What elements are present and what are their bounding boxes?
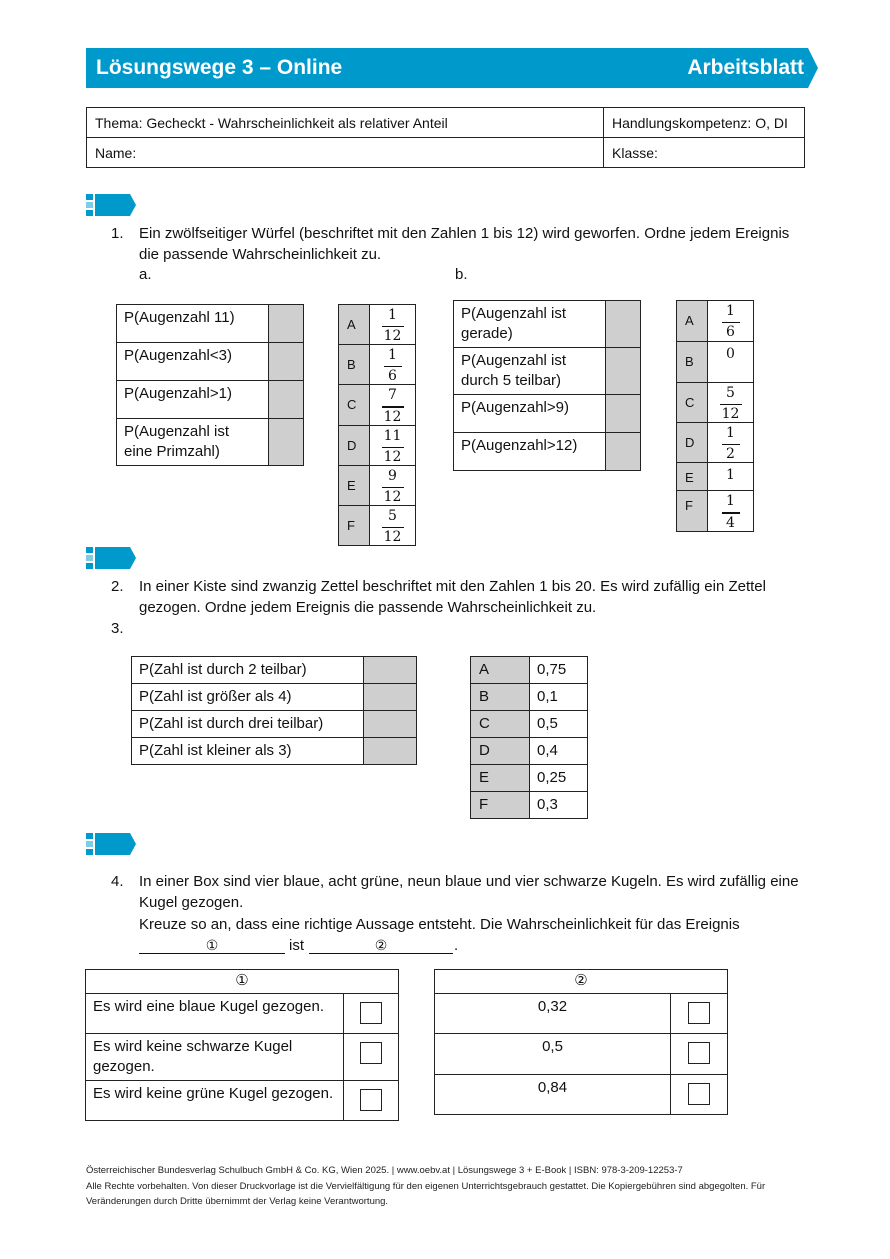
task1a-options-table [338,304,416,546]
task1-line1: Ein zwölfseitiger Würfel (beschriftet mit den Zahlen 1 bis 12) wird geworfen. Ordne jedem Ereignis [139,225,790,242]
answer-box[interactable] [269,305,304,343]
answer-box[interactable] [606,395,641,433]
event-cell: P(Augenzahl ist eine Primzahl) [117,419,269,466]
denominator: 12 [383,328,402,345]
gap2-checkbox-cell [671,1034,728,1075]
worksheet-title: Lösungswege 3 – Online [96,56,343,79]
numerator: 1 [726,303,735,319]
option-letter: D [471,738,530,765]
event-cell: P(Zahl ist durch 2 teilbar) [132,657,364,684]
event-cell: P(Augenzahl ist gerade) [454,301,606,348]
option-letter: C [677,383,708,423]
numerator: 5 [726,385,735,401]
option-value: 0,1 [530,684,588,711]
option-value [370,385,416,425]
fraction [722,494,740,530]
event-cell: P(Augenzahl>9) [454,395,606,433]
numerator: 7 [388,387,397,404]
task1-label-a: a. [139,266,152,283]
event-cell: P(Zahl ist größer als 4) [132,684,364,711]
event-cell: P(Augenzahl>12) [454,433,606,471]
option-letter: A [471,657,530,684]
section-marker-icon [86,194,136,216]
fraction [722,304,740,340]
task2-events-table [131,656,417,765]
gap2-option-text: 0,5 [435,1034,671,1075]
option-letter: F [339,505,370,545]
gap2-option-text: 0,84 [435,1075,671,1115]
task4-gap2-table [434,969,728,1115]
gap1-option-text: Es wird keine schwarze Kugel gezogen. [86,1034,344,1081]
task4-text [111,871,811,957]
option-value: 0,4 [530,738,588,765]
option-letter: F [677,491,708,531]
answer-box[interactable] [606,433,641,471]
option-value: 1 [708,463,754,491]
option-value [370,465,416,505]
thema-cell: Thema: Gecheckt - Wahrscheinlichkeit als relativer Anteil [87,108,604,138]
task4-line2: Kugel gezogen. [139,894,244,911]
denominator: 6 [388,368,397,385]
answer-box[interactable] [364,657,417,684]
option-value: 0 [708,342,754,383]
option-letter: E [339,465,370,505]
task4-line1: In einer Box sind vier blaue, acht grüne, neun blaue und vier schwarze Kugeln. Es wird zufällig eine [139,873,799,890]
answer-box[interactable] [364,711,417,738]
gap2-header: ② [435,970,728,994]
checkbox[interactable] [360,1042,382,1064]
task1-text [111,223,811,287]
checkbox[interactable] [688,1002,710,1024]
option-value: 0,3 [530,792,588,819]
numerator: 1 [388,347,397,364]
gap2-checkbox-cell [671,1075,728,1115]
gap1-option-text: Es wird eine blaue Kugel gezogen. [86,994,344,1034]
gap-1-blank: ① [139,935,285,954]
answer-box[interactable] [269,381,304,419]
option-letter: E [471,765,530,792]
footer [86,1163,806,1210]
gap2-checkbox-cell [671,994,728,1034]
option-value [370,425,416,465]
denominator: 6 [726,324,735,341]
fraction [382,469,404,505]
gap1-option-text: Es wird keine grüne Kugel gezogen. [86,1081,344,1121]
fraction [382,388,404,424]
gap-connector: ist [289,937,304,954]
denominator: 12 [721,406,740,423]
option-letter: C [339,385,370,425]
option-letter: B [677,342,708,383]
kompetenz-cell: Handlungskompetenz: O, DI [604,108,805,138]
option-value [708,423,754,463]
klasse-field[interactable]: Klasse: [604,138,805,168]
denominator: 12 [383,488,402,505]
option-letter: B [339,345,370,385]
option-letter: C [471,711,530,738]
answer-box[interactable] [269,419,304,466]
option-value: 0,5 [530,711,588,738]
task2-text [111,576,811,640]
option-value [708,301,754,342]
option-letter: E [677,463,708,491]
task2-number: 2. [111,578,124,595]
task2-line2: gezogen. Ordne jedem Ereignis die passende Wahrscheinlichkeit zu. [139,599,597,616]
fraction [382,308,404,344]
fraction [382,429,404,465]
info-table [86,107,805,168]
footer-rights: Alle Rechte vorbehalten. Von dieser Druckvorlage ist die Vervielfältigung für den eigenen Unterrichtsgebrauch gestattet. Die Kopiergebühren sind abgegolten. Für [86,1180,766,1192]
gap2-option-text: 0,32 [435,994,671,1034]
event-cell: P(Zahl ist kleiner als 3) [132,738,364,765]
answer-box[interactable] [364,684,417,711]
event-cell: P(Augenzahl<3) [117,343,269,381]
answer-box[interactable] [606,348,641,395]
event-cell: P(Augenzahl ist durch 5 teilbar) [454,348,606,395]
event-cell: P(Zahl ist durch drei teilbar) [132,711,364,738]
numerator: 5 [388,507,397,524]
option-letter: D [339,425,370,465]
task1b-events-table [453,300,641,471]
denominator: 4 [726,514,735,531]
checkbox[interactable] [688,1083,710,1105]
event-cell: P(Augenzahl 11) [117,305,269,343]
gap1-checkbox-cell [344,1034,399,1081]
task1-number: 1. [111,225,124,242]
option-value [370,505,416,545]
task1b-options-table [676,300,754,532]
task3-number: 3. [111,620,124,637]
option-value [708,491,754,531]
denominator: 12 [383,448,402,465]
task4-line3: Kreuze so an, dass eine richtige Aussage entsteht. Die Wahrscheinlichkeit für das Ereignis [139,916,740,933]
header-banner [86,48,818,88]
denominator: 2 [726,446,735,463]
option-letter: A [339,305,370,345]
task4-gap1-table [85,969,399,1121]
checkbox[interactable] [360,1089,382,1111]
task1-line2: die passende Wahrscheinlichkeit zu. [139,246,382,263]
task1-label-b: b. [455,266,468,283]
task2-line1: In einer Kiste sind zwanzig Zettel beschriftet mit den Zahlen 1 bis 20. Es wird zufällig ein Zettel [139,578,766,595]
gap-end-dot: . [454,937,459,954]
option-value: 0,25 [530,765,588,792]
section-marker-icon [86,833,136,855]
numerator: 1 [726,425,735,442]
answer-box[interactable] [269,343,304,381]
denominator: 12 [383,408,402,425]
gap1-checkbox-cell [344,1081,399,1121]
fraction [720,386,742,422]
option-value [370,345,416,385]
numerator: 11 [383,427,402,444]
numerator: 9 [388,467,397,484]
gap1-header: ① [86,970,399,994]
checkbox[interactable] [360,1002,382,1024]
option-value [370,305,416,345]
gap1-checkbox-cell [344,994,399,1034]
fraction [384,348,402,384]
footer-publisher: Österreichischer Bundesverlag Schulbuch GmbH & Co. KG, Wien 2025. | www.oebv.at | Lösungswege 3 + E-Book | ISBN: 978-3-209-12253-7 [86,1165,683,1176]
checkbox[interactable] [688,1042,710,1064]
option-letter: B [471,684,530,711]
option-letter: F [471,792,530,819]
numerator: 1 [726,493,735,510]
option-letter: A [677,301,708,342]
numerator: 1 [388,307,397,323]
name-field[interactable]: Name: [87,138,604,168]
denominator: 12 [383,529,402,546]
option-letter: D [677,423,708,463]
fraction [382,509,404,545]
answer-box[interactable] [364,738,417,765]
fraction [722,426,740,462]
task1a-events-table [116,304,304,466]
event-cell: P(Augenzahl>1) [117,381,269,419]
option-value: 0,75 [530,657,588,684]
option-value [708,383,754,423]
section-marker-icon [86,547,136,569]
footer-disclaimer: Veränderungen durch Dritte übernimmt der Verlag keine Verantwortung. [86,1196,389,1207]
answer-box[interactable] [606,301,641,348]
task2-options-table [470,656,588,819]
gap-2-blank: ② [309,935,453,954]
worksheet-type: Arbeitsblatt [687,56,804,79]
task4-number: 4. [111,873,124,890]
